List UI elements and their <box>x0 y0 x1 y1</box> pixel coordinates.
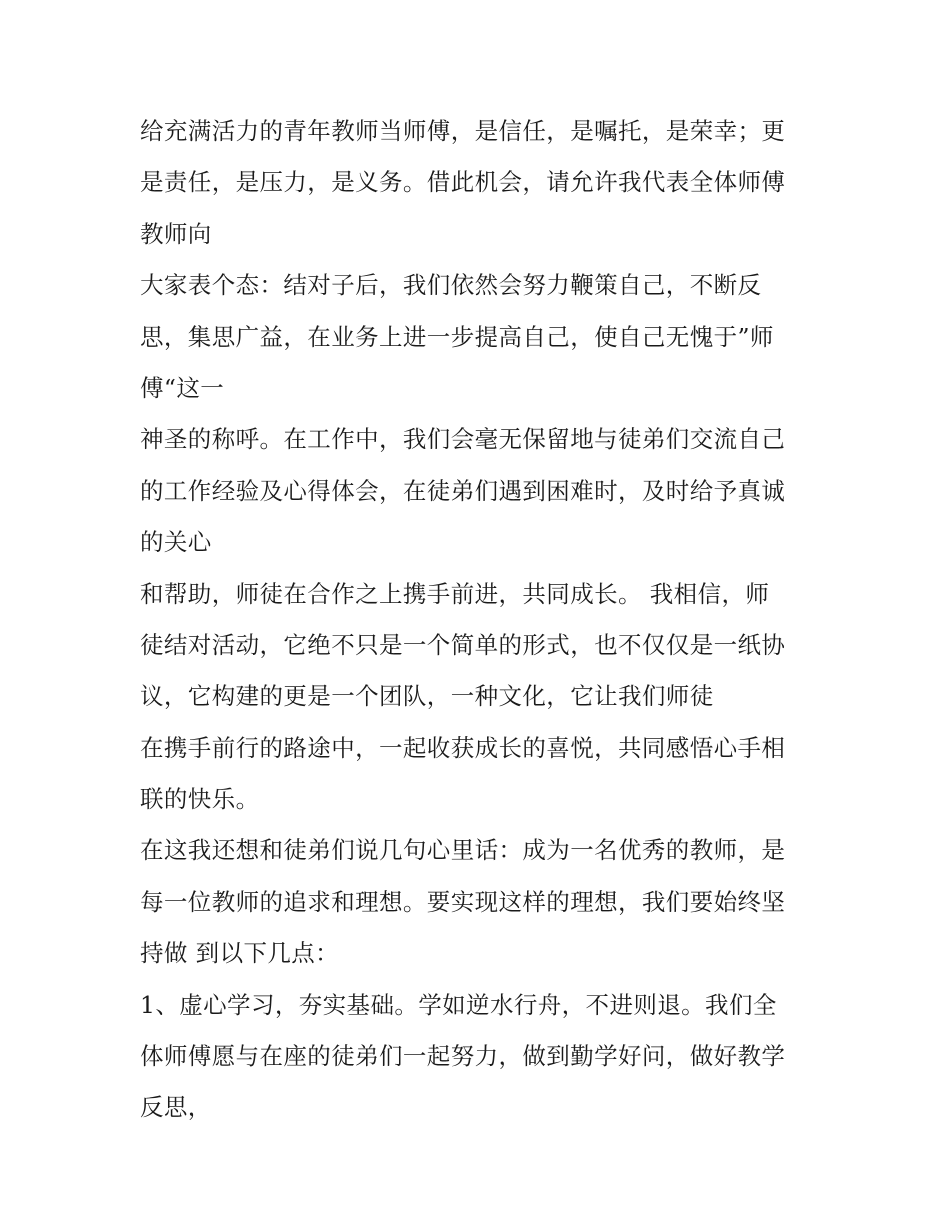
text-line: 傅“这一 <box>140 373 225 402</box>
text-line: 徒结对活动，它绝不只是一个简单的形式，也不仅仅是一纸协 <box>140 630 786 659</box>
text-line: 思，集思广益，在业务上进一步提高自己，使自己无愧于”师 <box>140 322 774 351</box>
text-line: 神圣的称呼。在工作中，我们会毫无保留地与徒弟们交流自己 <box>140 425 786 454</box>
text-line: 每一位教师的追求和理想。要实现这样的理想，我们要始终坚 <box>140 887 786 916</box>
text-line: 议，它构建的更是一个团队，一种文化，它让我们师徒 <box>140 682 714 711</box>
text-line: 的工作经验及心得体会，在徒弟们遇到困难时，及时给予真诚 <box>140 476 786 505</box>
text-line: 给充满活力的青年教师当师傅，是信任，是嘱托，是荣幸；更 <box>140 117 786 145</box>
text-line: 持做 到以下几点： <box>140 939 340 968</box>
text-line: 反思， <box>140 1093 212 1122</box>
text-line: 联的快乐。 <box>140 785 260 814</box>
text-line: 教师向 <box>140 219 212 248</box>
text-line: 是责任，是压力，是义务。借此机会，请允许我代表全体师傅 <box>140 168 786 197</box>
text-line: 的关心 <box>140 528 212 557</box>
text-line: 体师傅愿与在座的徒弟们一起努力，做到勤学好问，做好教学 <box>140 1042 786 1071</box>
text-line: 和帮助，师徒在合作之上携手前进，共同成长。 我相信，师 <box>140 579 770 608</box>
text-line: 1、虚心学习，夯实基础。学如逆水行舟，不进则退。我们全 <box>140 990 777 1019</box>
text-line: 在这我还想和徒弟们说几句心里话：成为一名优秀的教师，是 <box>140 836 786 865</box>
body-text <box>140 106 820 1134</box>
text-line: 大家表个态：结对子后，我们依然会努力鞭策自己，不断反 <box>140 271 762 300</box>
text-line: 在携手前行的路途中，一起收获成长的喜悦，共同感悟心手相 <box>140 733 786 762</box>
